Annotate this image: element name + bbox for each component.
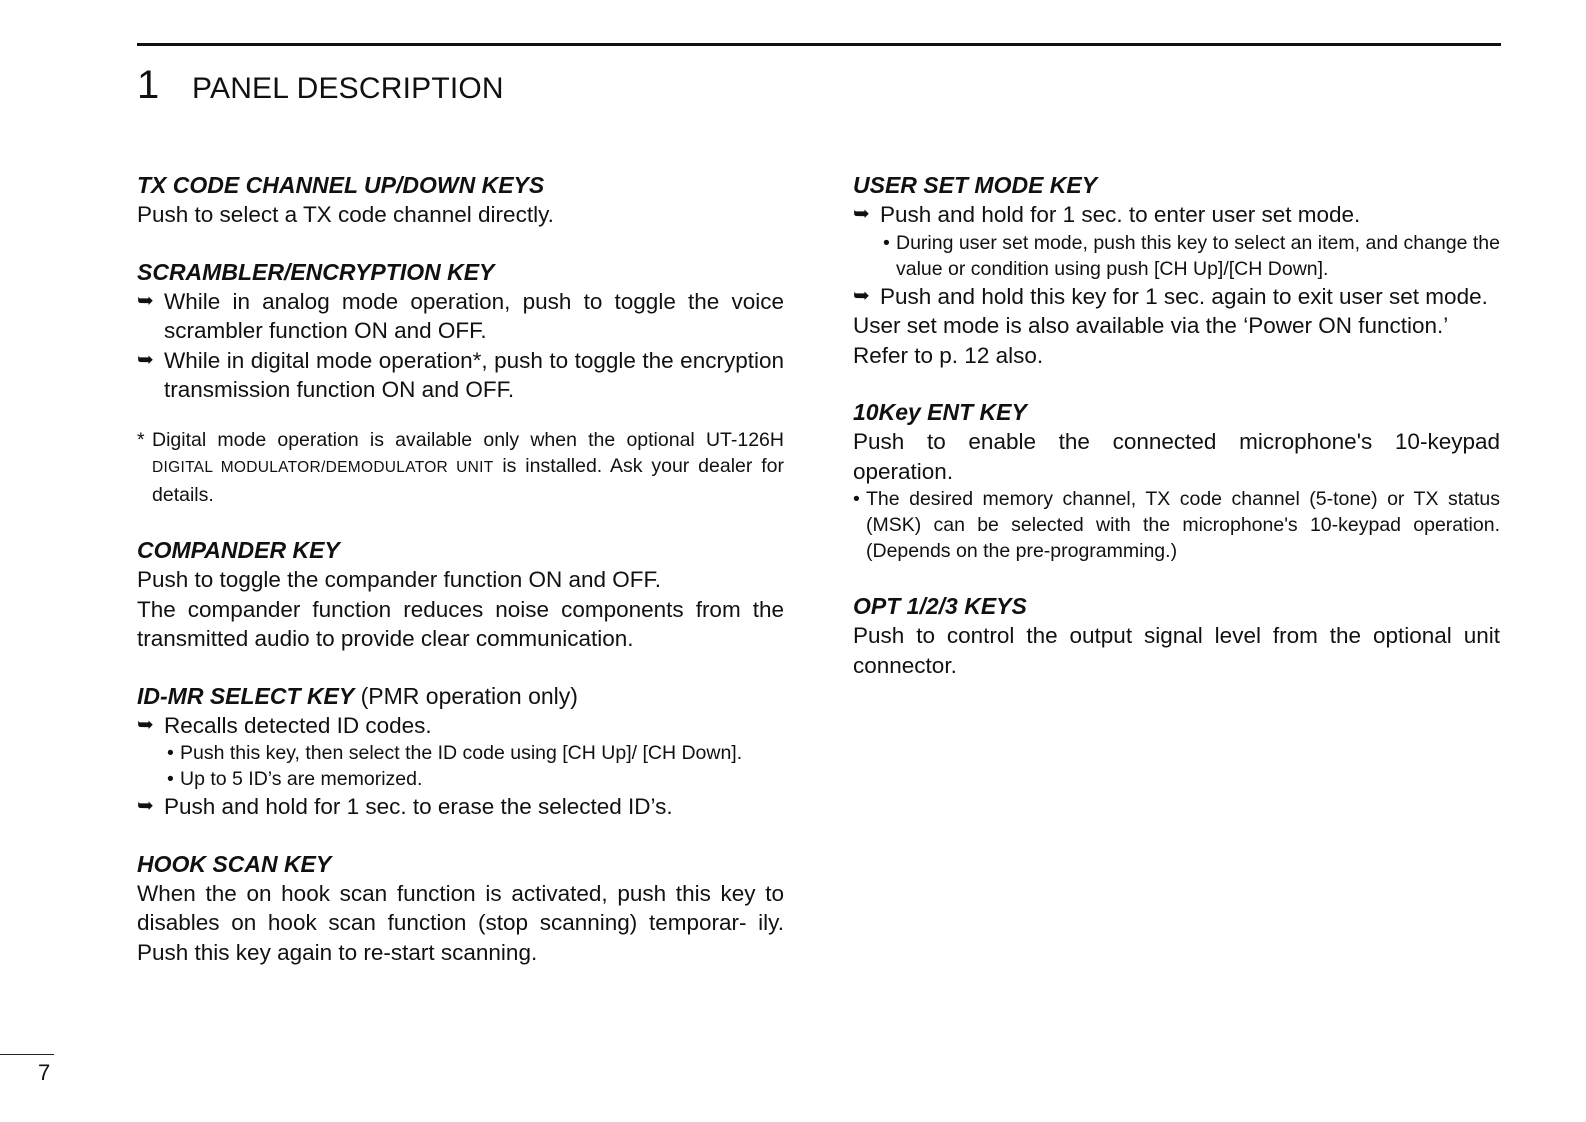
top-rule <box>137 43 1501 46</box>
section-scrambler <box>137 257 784 509</box>
bullet-icon: • <box>167 742 174 764</box>
arrow-item <box>137 792 784 822</box>
bullet-item <box>137 766 784 792</box>
section-heading-title: ID-MR SELECT KEY <box>137 682 355 709</box>
section-body: The compander function reduces noise components from the transmitted audio to provide clear communication. <box>137 596 784 651</box>
bullet-item <box>853 230 1500 282</box>
footnote-marker: * <box>137 428 145 451</box>
section-body: Push to enable the connected microphone's 10-keypad operation. <box>853 429 1500 484</box>
section-10key-ent <box>853 397 1500 564</box>
section-heading: USER SET MODE KEY <box>853 172 1098 198</box>
footnote <box>137 427 784 509</box>
arrow-icon: ➥ <box>853 284 870 307</box>
bullet-icon: • <box>883 231 890 254</box>
section-body: Push to control the output signal level from the optional unit connector. <box>853 623 1500 678</box>
arrow-item <box>137 346 784 405</box>
section-user-set-mode <box>853 170 1500 370</box>
section-heading: HOOK SCAN KEY <box>137 850 332 877</box>
arrow-item <box>853 282 1500 312</box>
footnote-text-b: is installed. Ask your dealer for details. <box>152 455 784 506</box>
bullet-text: During user set mode, push this key to select an item, and change the value or condition using push [CH Up]/[CH Down]. <box>896 231 1500 280</box>
section-heading: 10Key ENT KEY <box>853 399 1027 425</box>
bullet-item <box>137 740 784 766</box>
page-number: 7 <box>38 1060 51 1085</box>
bullet-icon: • <box>167 768 174 790</box>
section-heading: OPT 1/2/3 KEYS <box>853 593 1027 619</box>
arrow-item-text: While in analog mode operation, push to toggle the voice scrambler function ON and OFF. <box>164 288 784 343</box>
section-compander <box>137 535 784 654</box>
arrow-item-text: Push and hold for 1 sec. to erase the selected ID’s. <box>164 794 673 819</box>
arrow-icon: ➥ <box>137 713 154 736</box>
arrow-item-text: Push and hold this key for 1 sec. again to exit user set mode. <box>880 283 1488 309</box>
right-column <box>853 170 1500 707</box>
section-heading: SCRAMBLER/ENCRYPTION KEY <box>137 258 495 285</box>
left-column <box>137 170 784 994</box>
chapter-number: 1 <box>137 63 160 107</box>
arrow-item <box>137 287 784 346</box>
arrow-icon: ➥ <box>137 348 154 371</box>
arrow-item <box>137 711 784 741</box>
section-body: User set mode is also available via the ‘Power ON function.’ <box>853 313 1449 338</box>
footnote-text-a: Digital mode operation is available only when the optional UT-126H <box>152 428 784 451</box>
arrow-item-text: Recalls detected ID codes. <box>164 712 432 738</box>
bullet-text: Push this key, then select the ID code using [CH Up]/ [CH Down]. <box>180 742 743 764</box>
arrow-icon: ➥ <box>853 203 870 225</box>
section-heading-suffix: (PMR operation only) <box>354 682 578 709</box>
arrow-item-text: While in digital mode operation*, push to toggle the encryption transmission function ON and OFF. <box>164 347 784 402</box>
section-body: Push to toggle the compander function ON and OFF. <box>137 567 662 592</box>
arrow-item <box>853 200 1500 230</box>
arrow-icon: ➥ <box>137 289 154 312</box>
section-body: When the on hook scan function is activated, push this key to disables on hook scan function (stop scanning) temporar- ily. Push this key again to re-start scanning. <box>137 880 784 965</box>
section-hook-scan <box>137 849 784 968</box>
chapter-title: PANEL DESCRIPTION <box>192 72 504 105</box>
section-heading: COMPANDER KEY <box>137 537 340 563</box>
section-opt-keys <box>853 591 1500 680</box>
footnote-text <box>152 427 784 509</box>
bullet-item <box>853 486 1500 564</box>
arrow-icon: ➥ <box>137 795 154 817</box>
bullet-text: The desired memory channel, TX code channel (5-tone) or TX status (MSK) can be selected with the microphone's 10-keypad operation. (Depends on the pre-programming.) <box>866 488 1500 562</box>
footnote-smallcaps: DIGITAL MODULATOR/DEMODULATOR UNIT <box>152 459 494 476</box>
section-body: Refer to p. 12 also. <box>853 342 1044 368</box>
bullet-icon: • <box>853 488 860 510</box>
bullet-text: Up to 5 ID’s are memorized. <box>180 768 423 790</box>
section-id-mr-select <box>137 681 784 822</box>
section-body: Push to select a TX code channel directly. <box>137 202 554 227</box>
page-number-rule <box>0 1054 54 1055</box>
section-tx-code-channel <box>137 170 784 230</box>
section-heading: TX CODE CHANNEL UP/DOWN KEYS <box>137 172 545 198</box>
section-heading <box>137 681 784 711</box>
chapter-header <box>137 62 504 108</box>
arrow-item-text: Push and hold for 1 sec. to enter user set mode. <box>880 202 1361 227</box>
